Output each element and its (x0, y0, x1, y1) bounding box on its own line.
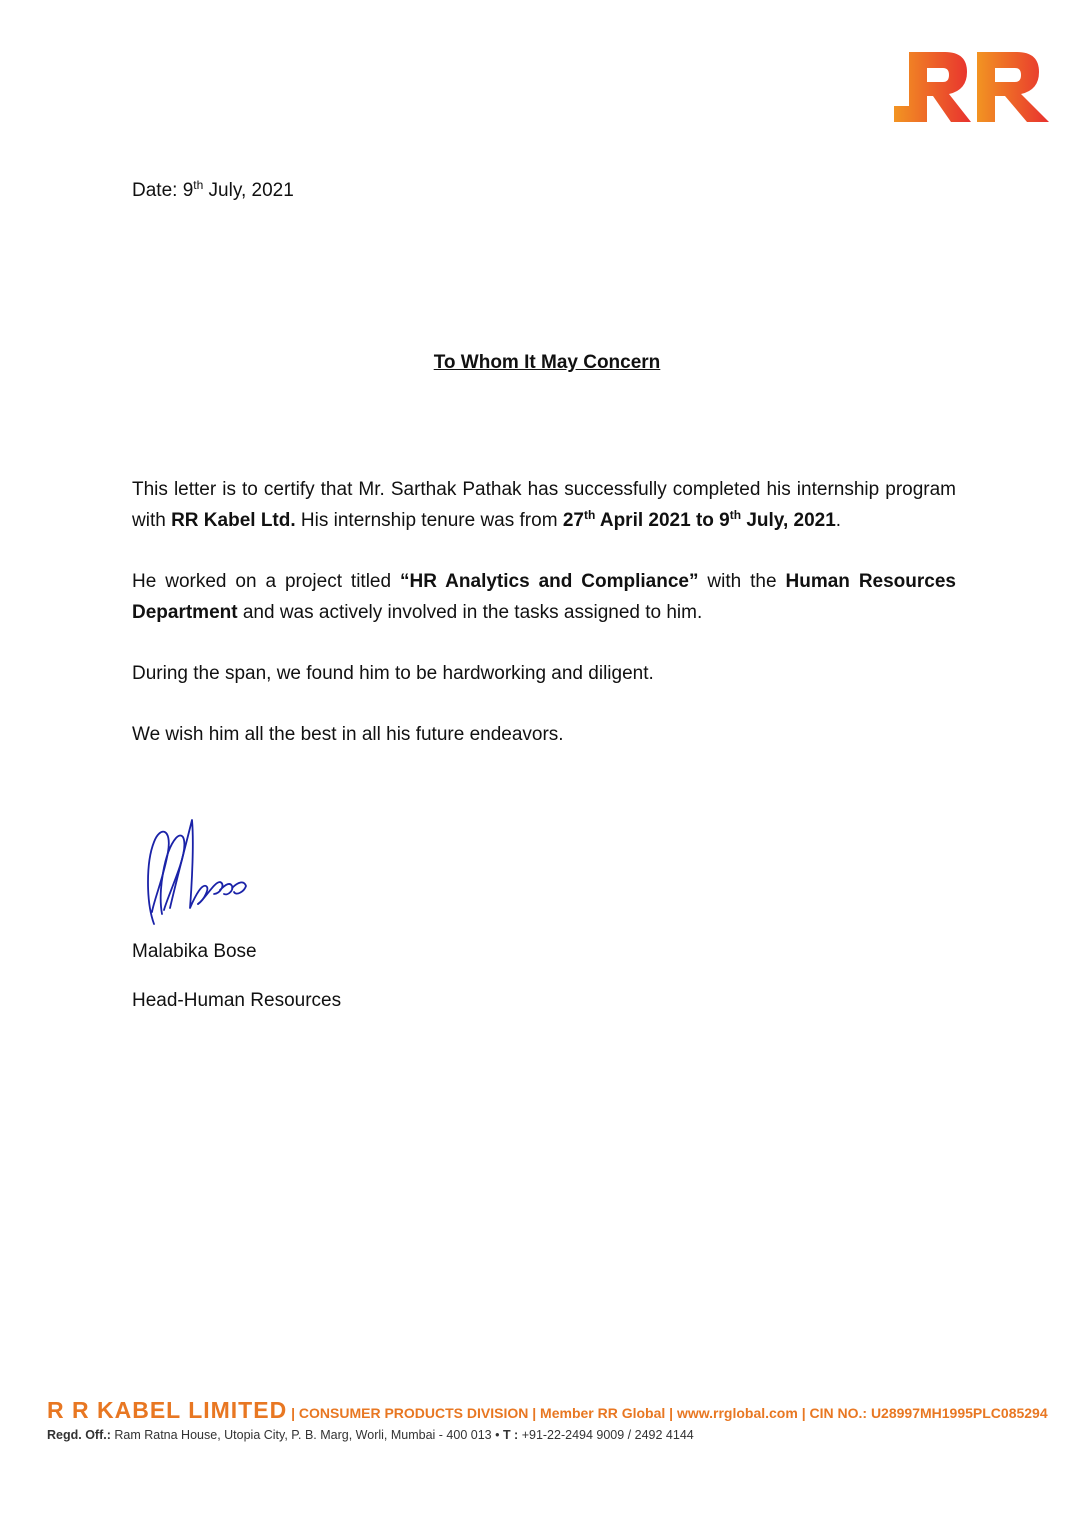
signer-name: Malabika Bose (132, 941, 257, 962)
letter-heading: To Whom It May Concern (433, 352, 661, 373)
signature-icon (140, 812, 250, 934)
rr-logo-icon (893, 50, 1051, 124)
letter-body (132, 474, 956, 750)
paragraph-project: He worked on a project titled “HR Analytics and Compliance” with the Human Resources Department and was actively involved in the tasks assigned to him. (132, 571, 956, 623)
paragraph-wishes: We wish him all the best in all his future endeavors. (132, 724, 564, 745)
footer-company-line: R R KABEL LIMITED | CONSUMER PRODUCTS DIVISION | Member RR Global | www.rrglobal.com | CIN NO.: U28997MH1995PLC085294 (47, 1397, 1048, 1423)
letter-date: Date: 9th July, 2021 (132, 178, 294, 201)
paragraph-certify: This letter is to certify that Mr. Sarthak Pathak has successfully completed his internship program with RR Kabel Ltd. His internship tenure was from 27th April 2021 to 9th July, 2021. (132, 479, 956, 531)
paragraph-performance: During the span, we found him to be hardworking and diligent. (132, 663, 654, 684)
tenure-dates: 27th April 2021 to 9th July, 2021 (562, 508, 836, 531)
footer-address-line: Regd. Off.: Ram Ratna House, Utopia City, P. B. Marg, Worli, Mumbai - 400 013 • T : +91-22-2494 9009 / 2492 4144 (47, 1428, 694, 1442)
signer-title: Head-Human Resources (132, 990, 342, 1011)
